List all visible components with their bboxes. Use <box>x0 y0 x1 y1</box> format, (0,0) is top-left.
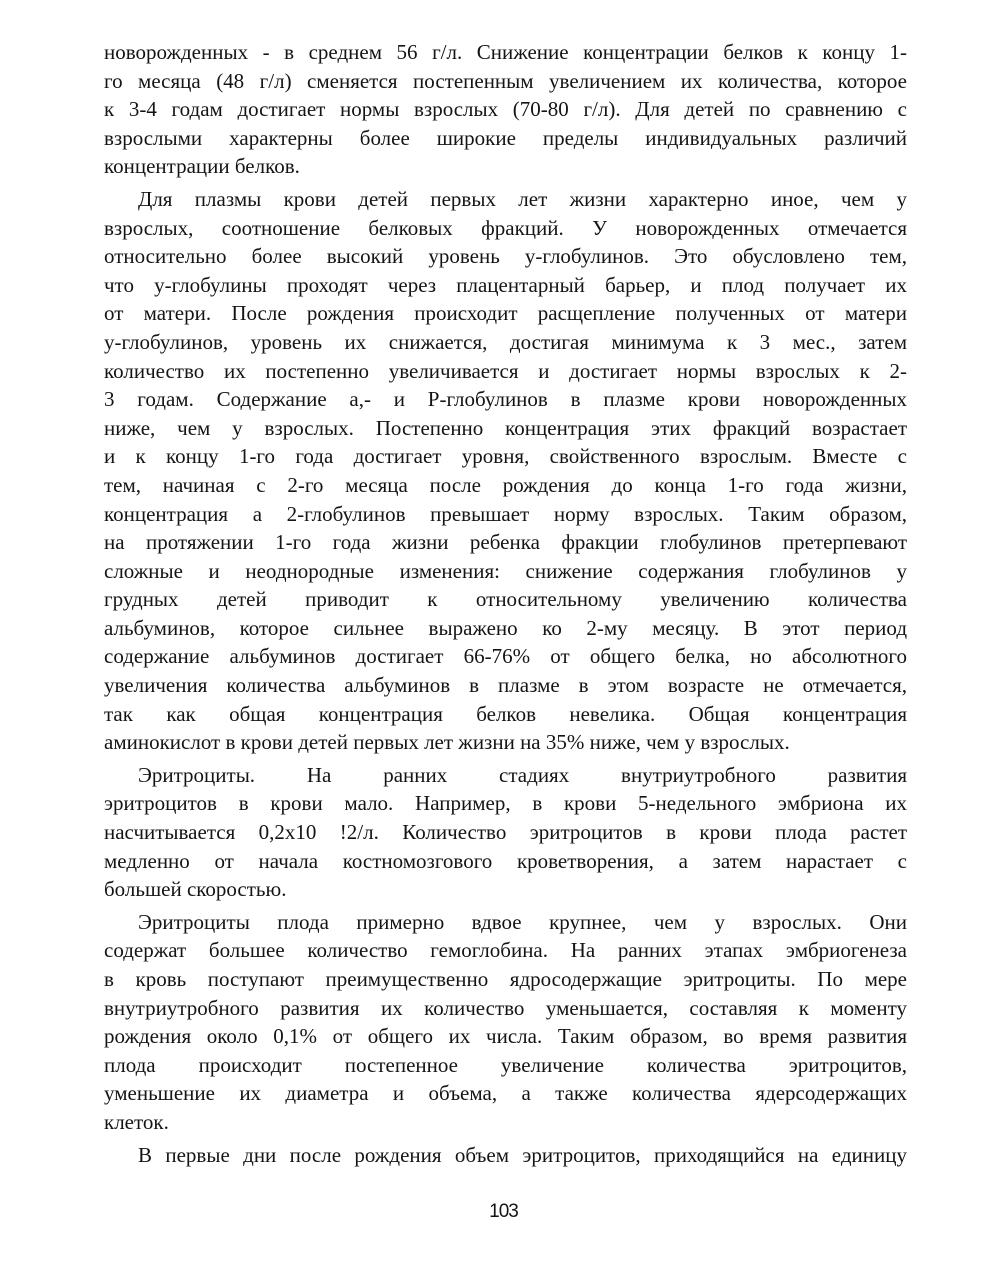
text-line: сложные и неоднородные изменения: снижение содержания глобулинов у <box>104 558 907 583</box>
text-line: к 3-4 годам достигает нормы взрослых (70-80 г/л). Для детей по сравнению с <box>104 97 907 122</box>
paragraph <box>104 185 907 757</box>
text-line: содержание альбуминов достигает 66-76% от общего белка, но абсолютного <box>104 644 907 669</box>
text-line: плода происходит постепенное увеличение количества эритроцитов, <box>104 1052 907 1077</box>
text-line: у-глобулинов, уровень их снижается, достигая минимума к 3 мес., затем <box>104 329 907 354</box>
text-line: насчитывается 0,2х10 !2/л. Количество эритроцитов в крови плода растет <box>104 820 907 845</box>
text-line: и к концу 1-го года достигает уровня, свойственного взрослым. Вместе с <box>104 444 907 469</box>
text-line: на протяжении 1-го года жизни ребенка фракции глобулинов претерпевают <box>104 530 907 555</box>
text-line: Для плазмы крови детей первых лет жизни характерно иное, чем у <box>138 186 907 211</box>
text-line: медленно от начала костномозгового кроветворения, а затем нарастает с <box>104 848 907 873</box>
text-line: эритроцитов в крови мало. Например, в крови 5-недельного эмбриона их <box>104 791 907 816</box>
text-line: концентрация а 2-глобулинов превышает норму взрослых. Таким образом, <box>104 501 907 526</box>
text-line: аминокислот в крови детей первых лет жизни на 35% ниже, чем у взрослых. <box>104 730 790 755</box>
paragraph <box>104 761 907 904</box>
text-line: новорожденных - в среднем 56 г/л. Снижение концентрации белков к концу 1- <box>104 40 907 64</box>
text-line: Эритроциты. На ранних стадиях внутриутробного развития <box>138 762 907 787</box>
text-line: альбуминов, которое сильнее выражено ко 2-му месяцу. В этот период <box>104 615 907 640</box>
text-line: увеличения количества альбуминов в плазме в этом возрасте не отмечается, <box>104 673 907 698</box>
text-line: Эритроциты плода примерно вдвое крупнее, чем у взрослых. Они <box>138 909 907 934</box>
paragraph <box>104 1141 907 1170</box>
text-line: содержат большее количество гемоглобина. На ранних этапах эмбриогенеза <box>104 938 907 963</box>
body-text <box>104 38 907 1173</box>
text-line: рождения около 0,1% от общего их числа. Таким образом, во время развития <box>104 1024 907 1049</box>
text-line: грудных детей приводит к относительному увеличению количества <box>104 587 907 612</box>
text-line: В первые дни после рождения объем эритроцитов, приходящийся на единицу <box>138 1142 907 1167</box>
text-line: клеток. <box>104 1109 169 1134</box>
text-line: относительно более высокий уровень у-глобулинов. Это обусловлено тем, <box>104 244 907 269</box>
text-line: взрослыми характерны более широкие пределы индивидуальных различий <box>104 125 907 150</box>
text-line: го месяца (48 г/л) сменяется постепенным увеличением их количества, которое <box>104 68 907 93</box>
page-number: 103 <box>489 1201 518 1222</box>
text-line: в кровь поступают преимущественно ядросодержащие эритроциты. По мере <box>104 967 907 991</box>
text-line: тем, начиная с 2-го месяца после рождения до конца 1-го года жизни, <box>104 472 907 497</box>
text-line: количество их постепенно увеличивается и достигает нормы взрослых к 2- <box>104 358 907 383</box>
text-line: концентрации белков. <box>104 154 300 179</box>
text-line: так как общая концентрация белков невелика. Общая концентрация <box>104 701 907 726</box>
text-line: взрослых, соотношение белковых фракций. У новорожденных отмечается <box>104 215 907 240</box>
paragraph <box>104 908 907 1137</box>
text-line: внутриутробного развития их количество уменьшается, составляя к моменту <box>104 995 907 1020</box>
text-line: большей скоростью. <box>104 877 287 902</box>
text-line: от матери. После рождения происходит расщепление полученных от матери <box>104 301 907 326</box>
paragraph <box>104 38 907 181</box>
text-line: что у-глобулины проходят через плацентарный барьер, и плод получает их <box>104 272 907 297</box>
text-line: ниже, чем у взрослых. Постепенно концентрация этих фракций возрастает <box>104 415 907 440</box>
text-line: уменьшение их диаметра и объема, а также количества ядерсодержащих <box>104 1081 907 1106</box>
text-line: 3 годам. Содержание а,- и Р-глобулинов в плазме крови новорожденных <box>104 387 907 412</box>
